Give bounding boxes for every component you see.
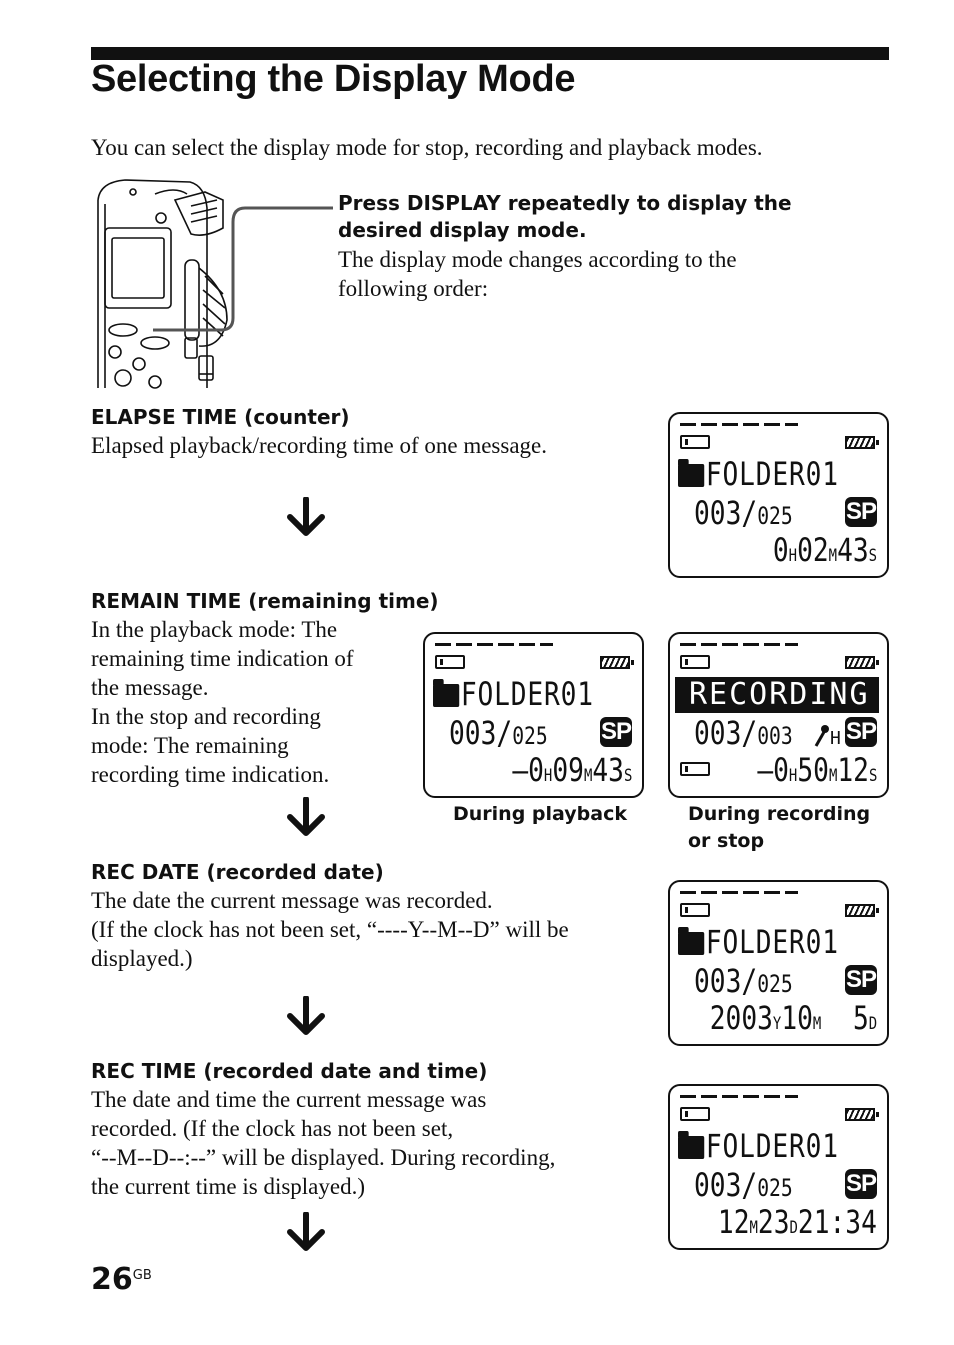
down-arrow-icon <box>286 797 326 839</box>
folder-icon <box>678 464 704 487</box>
memory-card-icon <box>680 655 710 669</box>
battery-icon <box>845 656 875 669</box>
folder-icon <box>678 1136 704 1159</box>
microphone-icon <box>814 724 830 748</box>
folder-icon <box>433 684 459 707</box>
folder-icon <box>678 932 704 955</box>
memory-card-icon <box>435 655 465 669</box>
mode-heading: ELAPSE TIME (counter) <box>91 405 350 429</box>
lcd-remain-playback: FOLDER01 003/025 SP –0H09M43S <box>423 632 644 798</box>
lcd-rec-date: FOLDER01 003/025 SP 2003Y10M 5D <box>668 880 889 1046</box>
mode-rec-date: REC DATE (recorded date) The date the current message was recorded. (If the clock has not been set, “----Y--M--D” will be displayed.) <box>91 859 636 973</box>
down-arrow-icon <box>286 1212 326 1254</box>
sp-mode-badge: SP <box>845 498 876 525</box>
memory-card-icon <box>680 435 710 449</box>
mode-elapse-time: ELAPSE TIME (counter) Elapsed playback/recording time of one message. <box>91 404 636 460</box>
sp-mode-badge: SP <box>845 1170 876 1197</box>
memory-card-icon <box>680 1107 710 1121</box>
down-arrow-icon <box>286 497 326 539</box>
mode-remain-time: REMAIN TIME (remaining time) In the playback mode: The remaining time indication of the message. In the stop and recording mode: The remaining recording time indication. <box>91 588 421 789</box>
caption-during-recording: During recording or stop <box>688 803 871 852</box>
mode-rec-time: REC TIME (recorded date and time) The date and time the current message was recorded. (If the clock has not been set, “--M--D--:--” will be displayed. During recording, the current time is displayed.) <box>91 1058 636 1201</box>
display-order-text: The display mode changes according to the following order: <box>338 247 737 301</box>
page-number: $26^{GB}$ <box>91 1262 152 1297</box>
memory-card-icon <box>680 762 710 776</box>
press-display-instruction: Press DISPLAY repeatedly to display the desired display mode. <box>338 191 792 242</box>
lcd-remain-recording: RECORDING 003/003 H SP –0H50M12S <box>668 632 889 798</box>
down-arrow-icon <box>286 996 326 1038</box>
battery-icon <box>845 904 875 917</box>
lcd-rec-time: FOLDER01 003/025 SP 12M23D21:34 <box>668 1084 889 1250</box>
sp-mode-badge: SP <box>600 718 631 745</box>
sp-mode-badge: SP <box>845 966 876 993</box>
mode-heading: REC DATE (recorded date) <box>91 860 384 884</box>
page-title: Selecting the Display Mode <box>91 58 576 100</box>
hq-indicator: H <box>830 728 841 749</box>
recording-indicator: RECORDING <box>675 677 879 713</box>
lcd-elapse-time: FOLDER01 003/025 SP 0H02M43S <box>668 412 889 578</box>
caption-during-playback: During playback <box>453 803 627 825</box>
battery-icon <box>845 1108 875 1121</box>
mode-heading: REC TIME (recorded date and time) <box>91 1059 488 1083</box>
mode-heading: REMAIN TIME (remaining time) <box>91 589 439 613</box>
recorder-illustration <box>95 178 340 390</box>
battery-icon <box>845 436 875 449</box>
sp-mode-badge: SP <box>845 718 876 745</box>
intro-text: You can select the display mode for stop, recording and playback modes. <box>91 135 763 160</box>
memory-card-icon <box>680 903 710 917</box>
battery-icon <box>600 656 630 669</box>
